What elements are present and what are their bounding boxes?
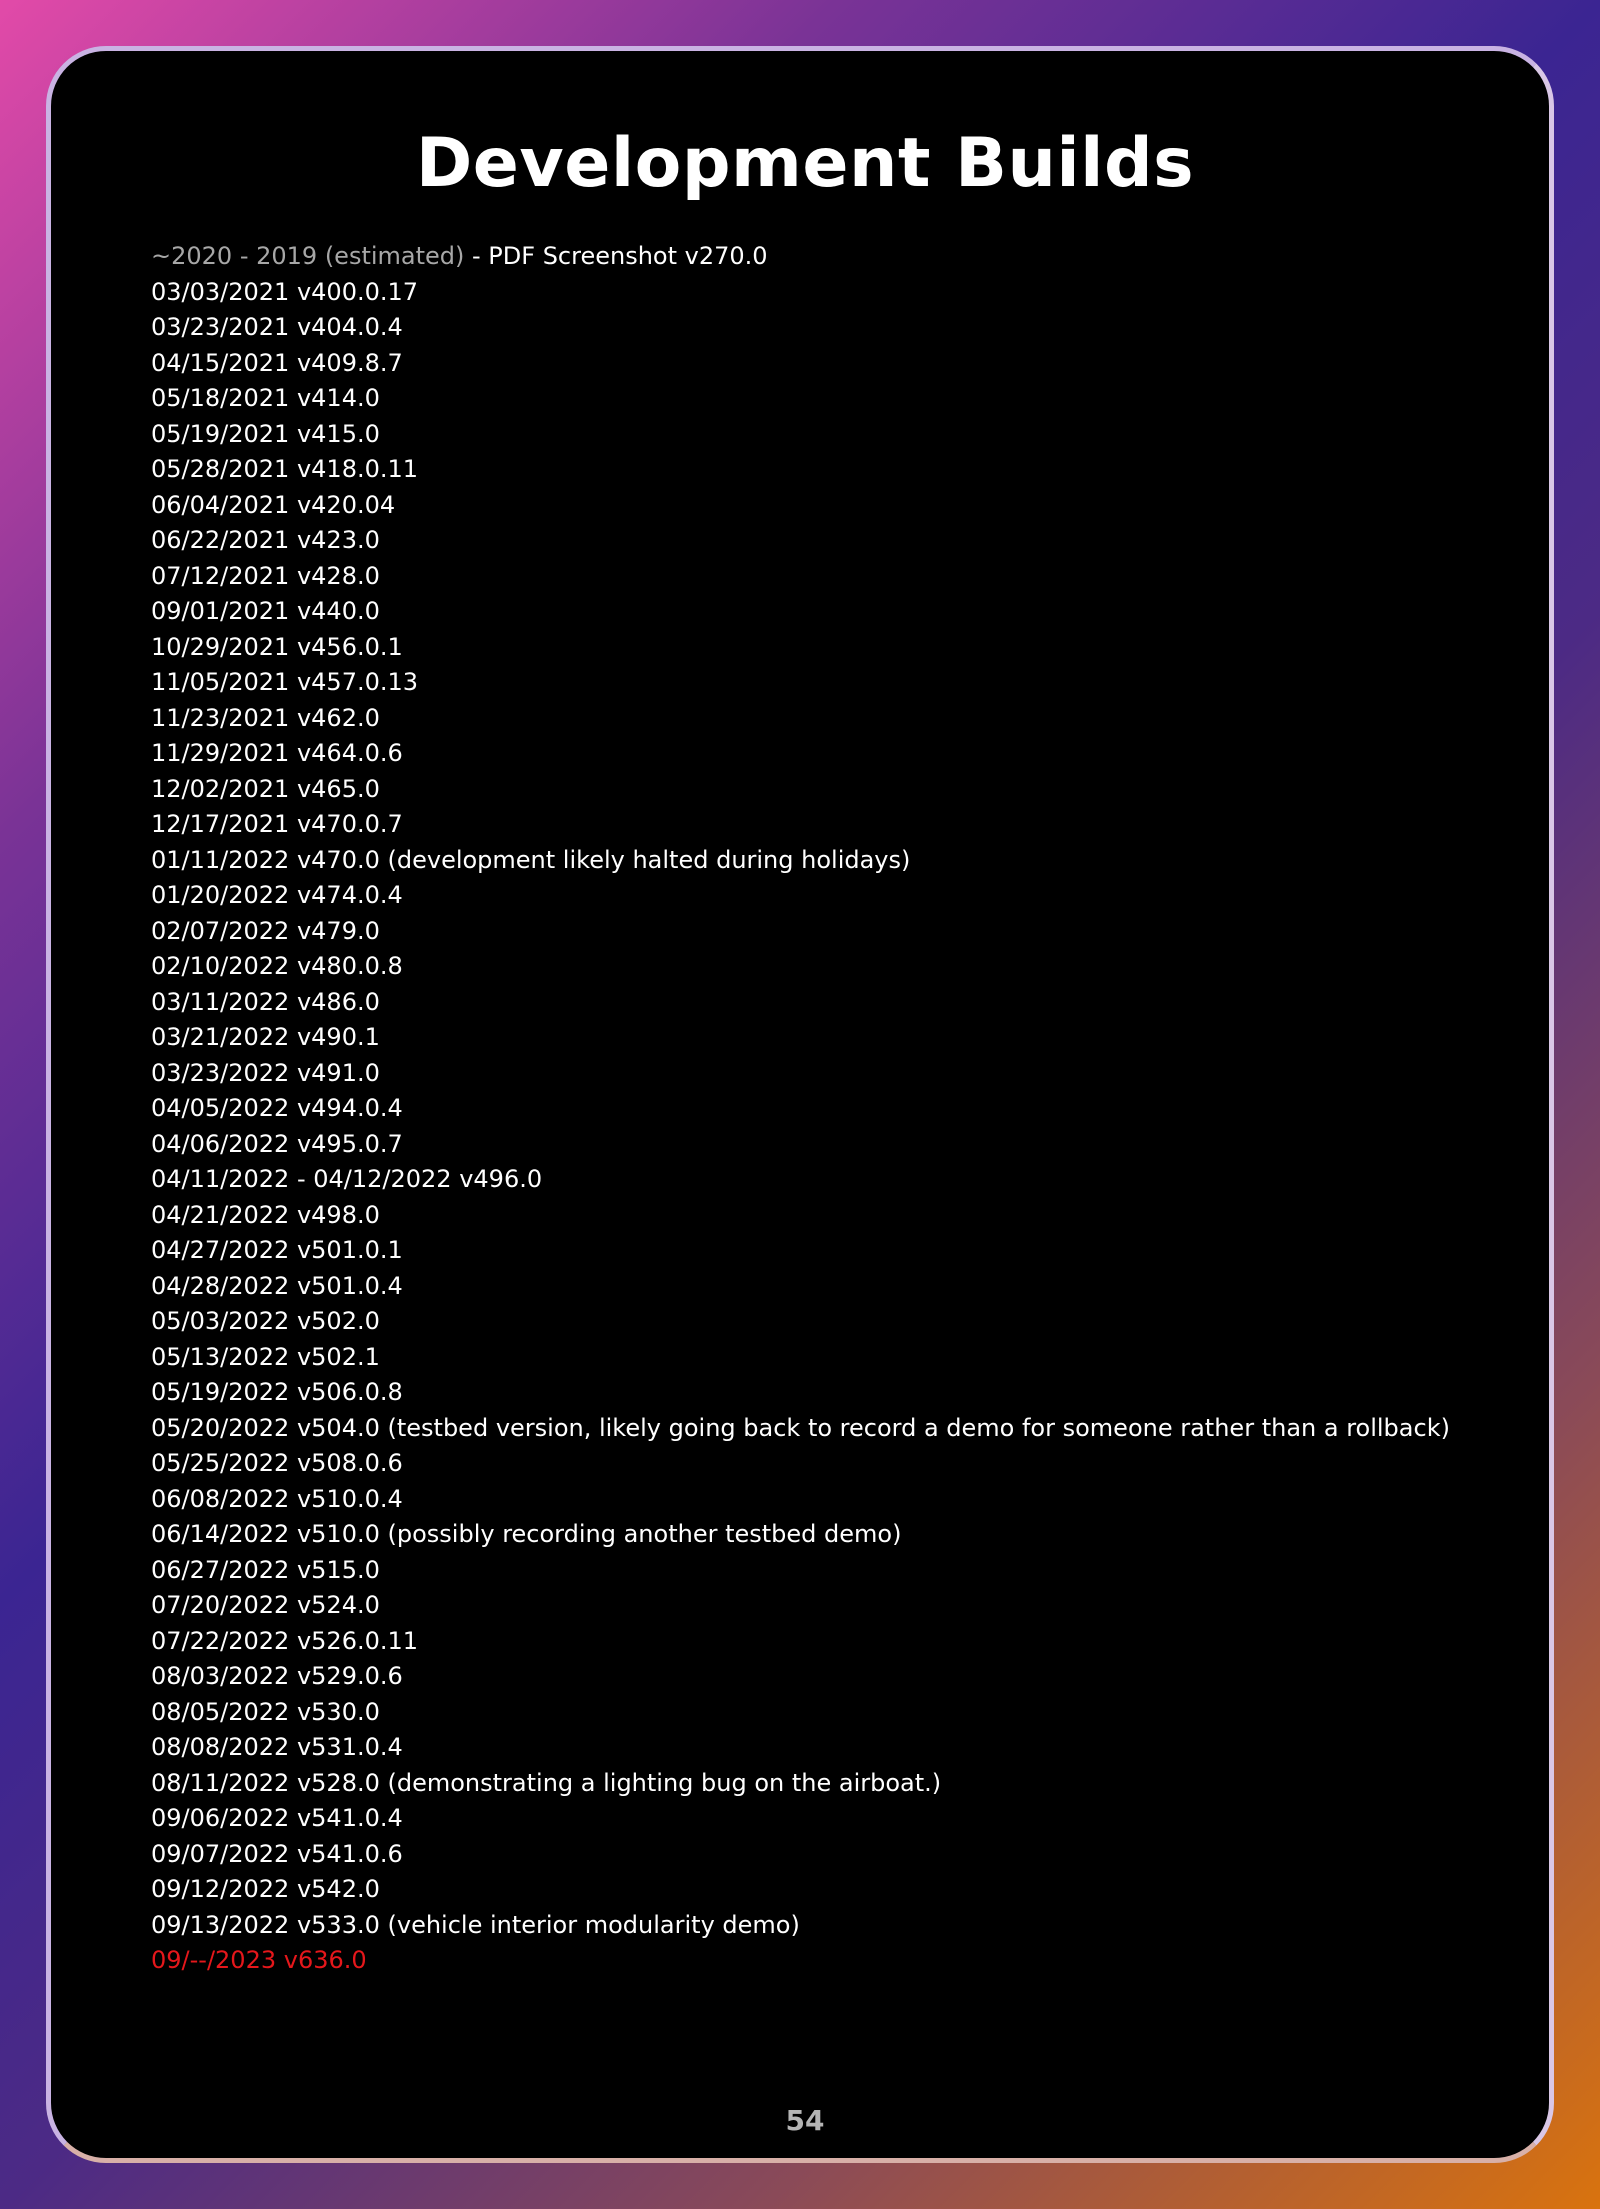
list-item: 03/23/2022 v491.0 (151, 1058, 380, 1087)
list-item: 03/23/2021 v404.0.4 (151, 313, 403, 341)
list-item: 06/22/2021 v423.0 (151, 526, 380, 554)
list-item: 05/19/2021 v415.0 (151, 419, 380, 448)
list-item: 07/22/2022 v526.0.11 (151, 1626, 419, 1655)
list-item: 05/18/2021 v414.0 (151, 384, 380, 412)
list-item: 04/15/2021 v409.8.7 (151, 348, 403, 377)
list-item: 05/28/2021 v418.0.11 (151, 455, 419, 483)
list-item: 06/14/2022 v510.0 (possibly recording another testbed demo) (151, 1520, 902, 1548)
list-item: 05/25/2022 v508.0.6 (151, 1449, 403, 1477)
list-item: 03/03/2021 v400.0.17 (151, 277, 419, 306)
list-item: 01/11/2022 v470.0 (development likely halted during holidays) (151, 845, 911, 874)
list-item: 05/20/2022 v504.0 (testbed version, likely going back to record a demo for someone rather than a rollback) (151, 1413, 1450, 1442)
list-item: 06/04/2021 v420.04 (151, 490, 396, 519)
list-item: 04/11/2022 - 04/12/2022 v496.0 (151, 1165, 543, 1193)
page-number: 54 (785, 2104, 825, 2137)
estimated-range: ~2020 - 2019 (estimated) (151, 242, 465, 270)
list-item: 04/28/2022 v501.0.4 (151, 1271, 403, 1300)
list-item: 04/27/2022 v501.0.1 (151, 1236, 403, 1264)
list-item: 11/05/2021 v457.0.13 (151, 668, 419, 696)
list-item: 12/17/2021 v470.0.7 (151, 810, 403, 838)
page-title: Development Builds (415, 124, 1195, 203)
list-item: 08/05/2022 v530.0 (151, 1697, 380, 1726)
list-item: 09/13/2022 v533.0 (vehicle interior modularity demo) (151, 1910, 800, 1939)
list-item: 07/20/2022 v524.0 (151, 1591, 380, 1619)
list-item: 04/05/2022 v494.0.4 (151, 1094, 403, 1122)
list-item: 09/12/2022 v542.0 (151, 1875, 380, 1903)
list-item: 07/12/2021 v428.0 (151, 561, 380, 590)
list-item: 11/29/2021 v464.0.6 (151, 739, 403, 767)
list-item: 04/06/2022 v495.0.7 (151, 1129, 403, 1158)
list-item: 11/23/2021 v462.0 (151, 703, 380, 732)
list-item: 09/07/2022 v541.0.6 (151, 1839, 403, 1868)
build-list (151, 239, 1450, 1979)
list-item: 06/08/2022 v510.0.4 (151, 1484, 403, 1513)
list-item: 08/08/2022 v531.0.4 (151, 1733, 403, 1761)
list-item: 02/07/2022 v479.0 (151, 916, 380, 945)
list-item: 05/13/2022 v502.1 (151, 1342, 380, 1371)
list-item-first (151, 239, 1450, 275)
first-entry-suffix: - PDF Screenshot v270.0 (464, 242, 768, 270)
list-item: 05/03/2022 v502.0 (151, 1307, 380, 1335)
page-frame (46, 46, 1554, 2163)
list-item: 09/06/2022 v541.0.4 (151, 1804, 403, 1832)
list-item: 05/19/2022 v506.0.8 (151, 1378, 403, 1406)
list-item: 12/02/2021 v465.0 (151, 774, 380, 803)
list-item: 06/27/2022 v515.0 (151, 1555, 380, 1584)
list-item: 03/21/2022 v490.1 (151, 1023, 380, 1051)
list-item: 04/21/2022 v498.0 (151, 1200, 380, 1229)
list-item: 08/11/2022 v528.0 (demonstrating a lighting bug on the airboat.) (151, 1768, 942, 1797)
list-item: 10/29/2021 v456.0.1 (151, 632, 403, 661)
list-item: 09/01/2021 v440.0 (151, 597, 380, 625)
list-item: 03/11/2022 v486.0 (151, 987, 380, 1016)
list-item: 08/03/2022 v529.0.6 (151, 1662, 403, 1690)
list-item-latest: 09/--/2023 v636.0 (151, 1946, 367, 1974)
list-item: 02/10/2022 v480.0.8 (151, 952, 403, 980)
list-item: 01/20/2022 v474.0.4 (151, 881, 403, 909)
